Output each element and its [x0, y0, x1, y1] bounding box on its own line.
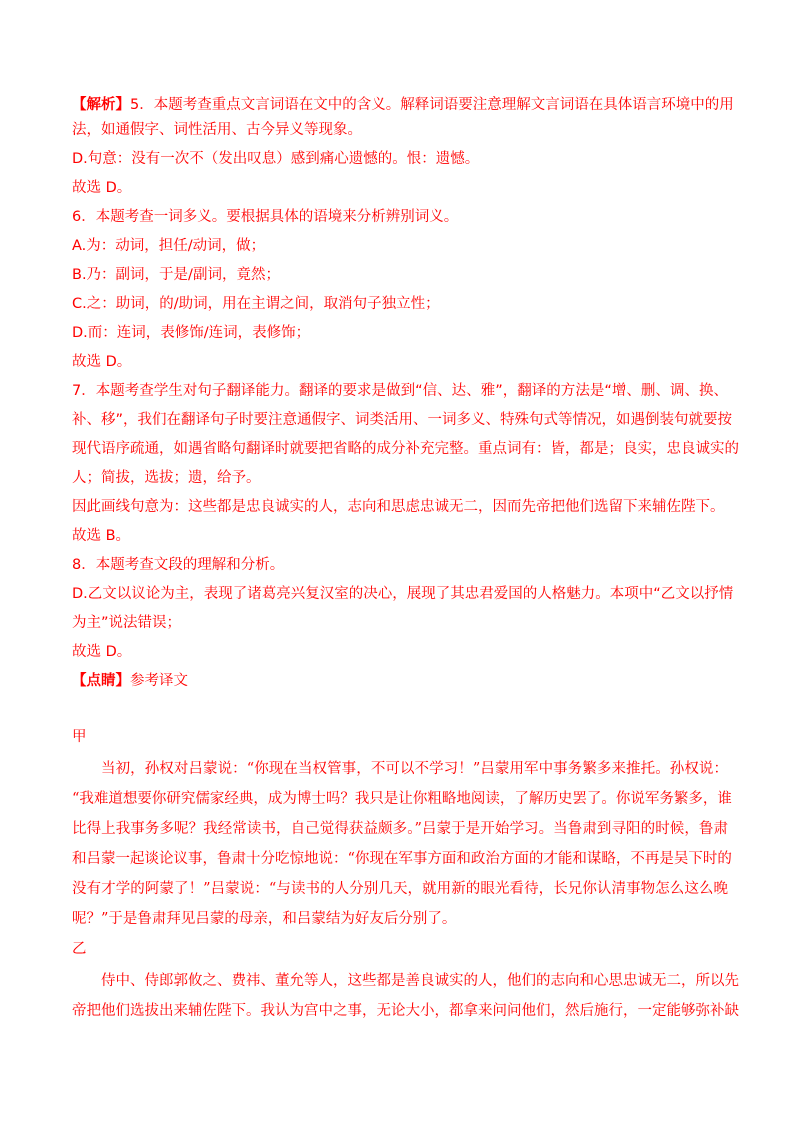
- analysis-section: [72, 93, 739, 694]
- analysis-line-2: 法，如通假字、词性活用、古今异义等现象。: [72, 122, 362, 138]
- analysis-line-13: 现代语序疏通，如遇省略句翻译时就要把省略的成分补充完整。重点词有：皆，都是；良实，忠良诚实的: [72, 441, 739, 457]
- translation-section: [72, 722, 739, 1026]
- analysis-line-8: C.之：助词，的/助词，用在主谓之间，取消句子独立性；: [72, 296, 440, 312]
- analysis-line-10: 故选 D。: [72, 354, 132, 370]
- translation-jia-line-3: 比得上我事务多呢？我经常读书，自己觉得获益颇多。”吕蒙于是开始学习。当鲁肃到寻阳的时候，鲁肃: [72, 821, 728, 837]
- section-label-yi: 乙: [72, 941, 87, 957]
- analysis-line-9: D.而：连词，表修饰/连词，表修饰；: [72, 325, 311, 341]
- analysis-line-4: 故选 D。: [72, 180, 132, 196]
- analysis-line-17: 8．本题考查文段的理解和分析。: [72, 557, 285, 573]
- translation-yi-line-1: 侍中、侍郎郭攸之、费祎、董允等人，这些都是善良诚实的人，他们的志向和心思忠诚无二，所以先: [101, 973, 739, 989]
- analysis-line-19: 为主”说法错误；: [72, 615, 182, 631]
- analysis-line-16: 故选 B。: [72, 528, 131, 544]
- translation-jia-line-6: 呢？”于是鲁肃拜见吕蒙的母亲，和吕蒙结为好友后分别了。: [72, 911, 457, 927]
- analysis-line-1: 【解析】5．本题考查重点文言词语在文中的含义。解释词语要注意理解文言词语在具体语言环境中的用: [72, 97, 734, 113]
- analysis-line-12: 补、移”，我们在翻译句子时要注意通假字、词类活用、一词多义、特殊句式等情况，如遇倒装句就要按: [72, 412, 733, 428]
- translation-jia-line-2: “我难道想要你研究儒家经典，成为博士吗？我只是让你粗略地阅读，了解历史罢了。你说军务繁多，谁: [72, 791, 732, 807]
- analysis-line-18: D.乙文以议论为主，表现了诸葛亮兴复汉室的决心，展现了其忠君爱国的人格魅力。本项中“乙文以抒情: [72, 586, 734, 602]
- jiexi-tag: 【解析】: [72, 97, 130, 113]
- translation-jia-line-4: 和吕蒙一起谈论议事，鲁肃十分吃惊地说：“你现在军事方面和政治方面的才能和谋略，不再是吴下时的: [72, 851, 732, 867]
- analysis-line-6: A.为：动词，担任/动词，做；: [72, 238, 266, 254]
- analysis-line-3: D.句意：没有一次不（发出叹息）感到痛心遗憾的。恨：遗憾。: [72, 151, 480, 167]
- translation-jia-line-1: 当初，孙权对吕蒙说：“你现在当权管事，不可以不学习！”吕蒙用军中事务繁多来推托。孙权说：: [101, 761, 728, 777]
- translation-yi-line-2: 帝把他们选拔出来辅佐陛下。我认为宫中之事，无论大小，都拿来问问他们，然后施行，一定能够弥补缺: [72, 1003, 739, 1019]
- analysis-line-14: 人；简拔，选拔；遗，给予。: [72, 470, 261, 486]
- translation-jia-line-5: 没有才学的阿蒙了！”吕蒙说：“与读书的人分别几天，就用新的眼光看待，长兄你认清事物怎么这么晚: [72, 881, 728, 897]
- analysis-line-15: 因此画线句意为：这些都是忠良诚实的人，志向和思虑忠诚无二，因而先帝把他们选留下来辅佐陛下。: [72, 499, 725, 515]
- analysis-line-20: 故选 D。: [72, 644, 132, 660]
- analysis-line-5: 6．本题考查一词多义。要根据具体的语境来分析辨别词义。: [72, 209, 459, 225]
- analysis-line-7: B.乃：副词，于是/副词，竟然；: [72, 267, 280, 283]
- section-label-jia: 甲: [72, 729, 87, 745]
- dianjing-heading: 【点睛】参考译文: [72, 673, 188, 689]
- analysis-line-11: 7．本题考查学生对句子翻译能力。翻译的要求是做到“信、达、雅”，翻译的方法是“增、删、调、换、: [72, 383, 728, 399]
